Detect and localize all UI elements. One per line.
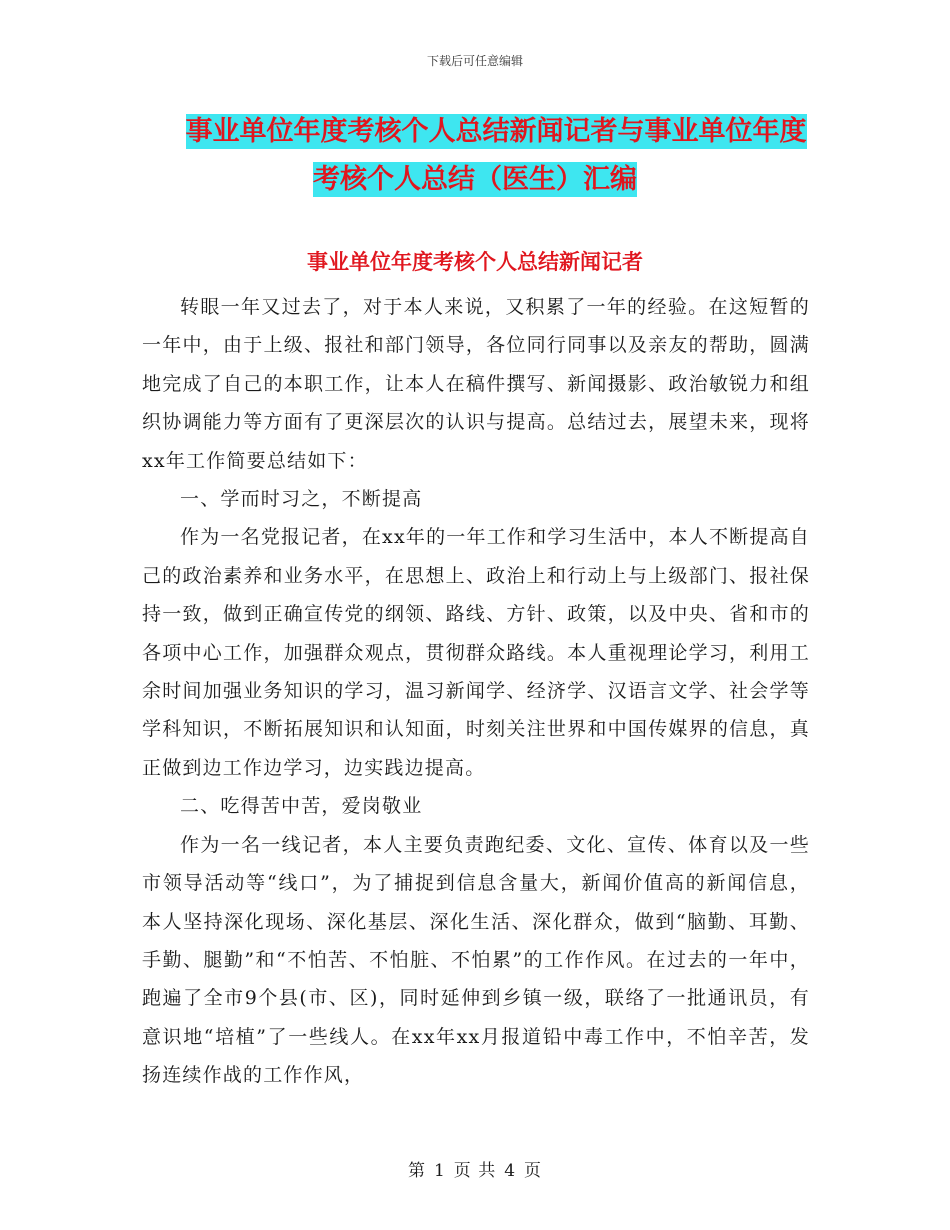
- footer-middle: 页 共: [453, 1161, 497, 1181]
- footer-suffix: 页: [524, 1161, 543, 1181]
- paragraph-work: 作为一名一线记者，本人主要负责跑纪委、文化、宣传、体育以及一些市领导活动等“线口”，为了捕捉到信息含量大，新闻价值高的新闻信息，本人坚持深化现场、深化基层、深化生活、深化群众，做到“脑勤、耳勤、手勤、腿勤”和“不怕苦、不怕脏、不怕累”的工作作风。在过去的一年中，跑遍了全市9个县(市、区)，同时延伸到乡镇一级，联络了一批通讯员，有意识地“培植”了一些线人。在xx年xx月报道铅中毒工作中，不怕辛苦，发扬连续作战的工作作风，: [142, 833, 810, 1087]
- document-title-line-2: 考核个人总结（医生）汇编: [313, 164, 637, 195]
- body-text: [142, 288, 810, 1095]
- document-title: [0, 108, 950, 204]
- page-footer: [0, 1156, 950, 1181]
- paragraph-study: 作为一名党报记者，在xx年的一年工作和学习生活中，本人不断提高自己的政治素养和业务水平，在思想上、政治上和行动上与上级部门、报社保持一致，做到正确宣传党的纲领、路线、方针、政策，以及中央、省和市的各项中心工作，加强群众观点，贯彻群众路线。本人重视理论学习，利用工余时间加强业务知识的学习，温习新闻学、经济学、汉语言文学、社会学等学科知识，不断拓展知识和认知面，时刻关注世界和中国传媒界的信息，真正做到边工作边学习，边实践边提高。: [142, 526, 810, 779]
- section-title: 事业单位年度考核个人总结新闻记者: [307, 250, 643, 274]
- header-note: 下载后可任意编辑: [426, 54, 523, 68]
- heading-one: 一、学而时习之，不断提高: [180, 488, 423, 511]
- heading-two: 二、吃得苦中苦，爱岗敬业: [180, 795, 423, 818]
- document-title-line-1: 事业单位年度考核个人总结新闻记者与事业单位年度: [185, 116, 807, 147]
- page-number: 1: [433, 1161, 446, 1181]
- paragraph-intro: 转眼一年又过去了，对于本人来说，又积累了一年的经验。在这短暂的一年中，由于上级、报社和部门领导，各位同行同事以及亲友的帮助，圆满地完成了自己的本职工作，让本人在稿件撰写、新闻摄影、政治敏锐力和组织协调能力等方面有了更深层次的认识与提高。总结过去，展望未来，现将xx年工作简要总结如下：: [142, 296, 810, 472]
- footer-prefix: 第: [407, 1161, 426, 1181]
- page-total: 4: [504, 1161, 517, 1181]
